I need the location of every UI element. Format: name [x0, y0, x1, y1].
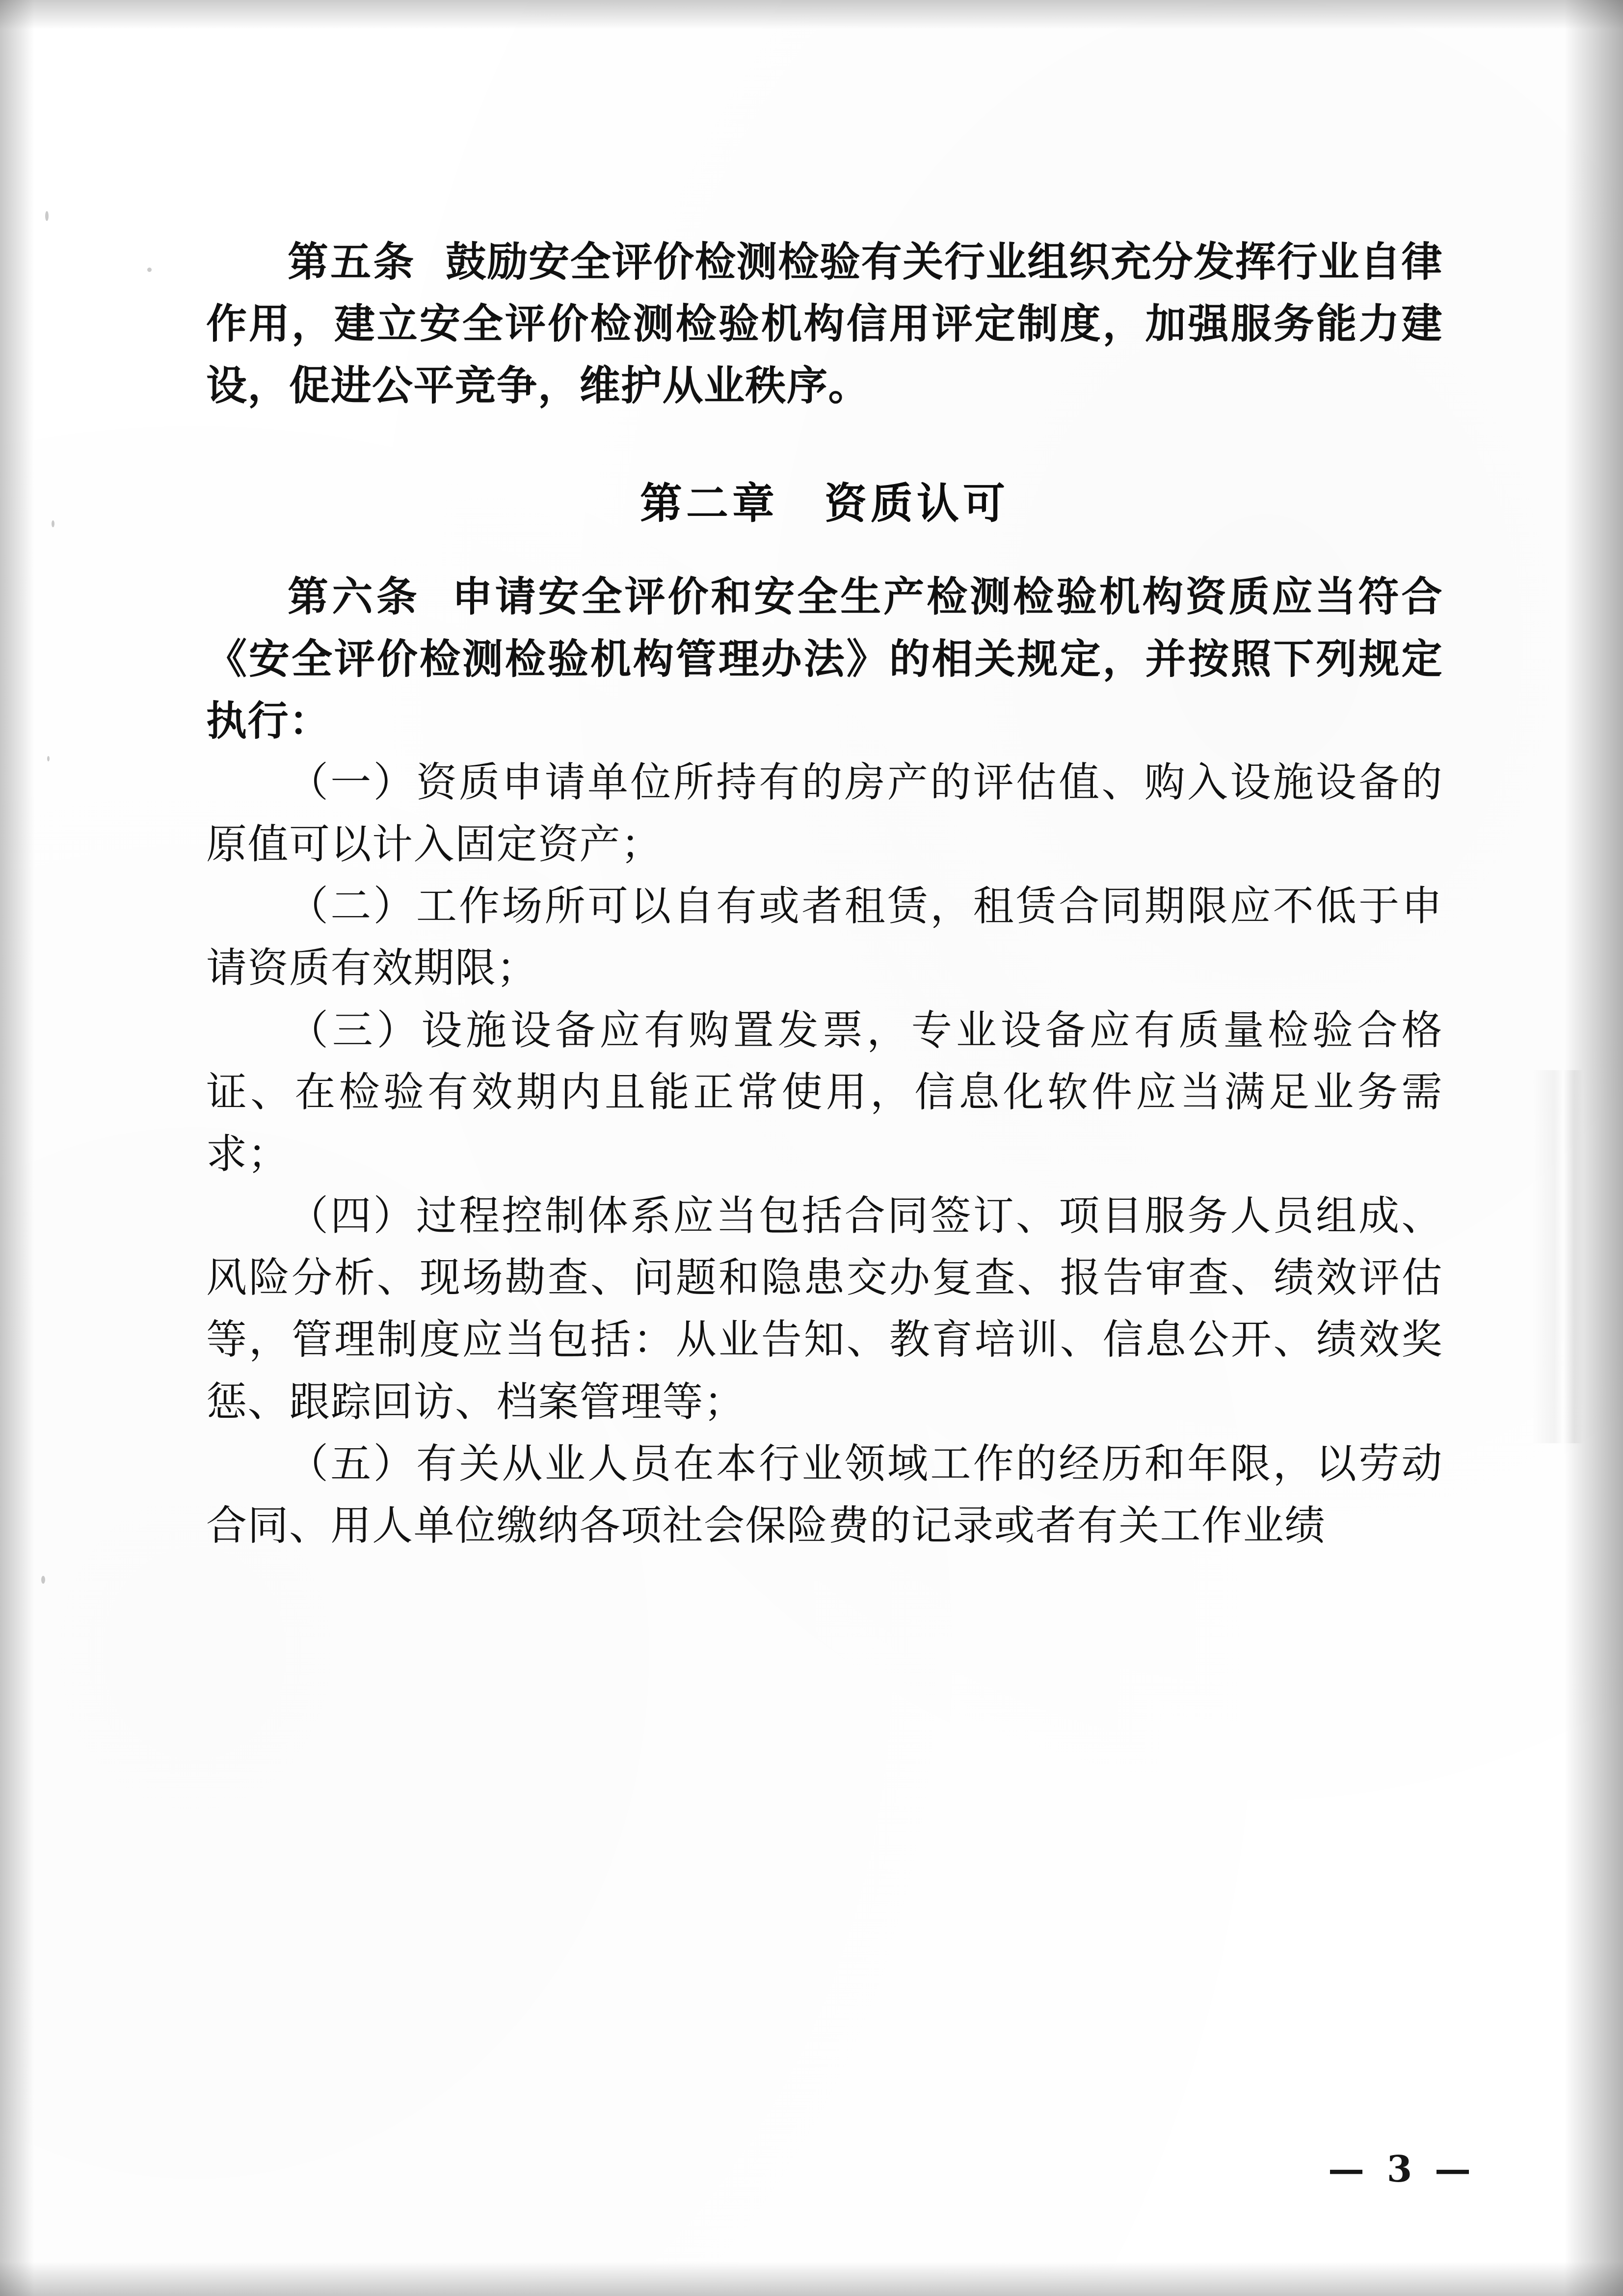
paragraph-item-4: （四）过程控制体系应当包括合同签订、项目服务人员组成、风险分析、现场勘查、问题和隐患交办复查、报告审查、绩效评估等，管理制度应当包括：从业告知、教育培训、信息公开、绩效奖惩、跟踪回访、档案管理等；	[206, 1192, 1443, 1426]
document-body	[206, 231, 1443, 1557]
article-5-label: 第五条	[288, 238, 416, 286]
scan-edge-right	[1564, 0, 1623, 2296]
article-6-label: 第六条	[288, 572, 421, 621]
paper-speck	[147, 268, 152, 272]
scan-edge-bottom	[0, 2262, 1623, 2296]
paper-speck	[41, 1576, 45, 1584]
chapter-heading: 第二章 资质认可	[640, 479, 1009, 529]
page-number: — 3 —	[1328, 2148, 1476, 2190]
paper-speck	[45, 211, 49, 221]
page-curl-shadow	[1532, 1070, 1596, 1443]
article-6-text: 申请安全评价和安全生产检测检验机构资质应当符合《安全评价检测检验机构管理办法》的相关规定，并按照下列规定执行：	[206, 572, 1443, 745]
paragraph-article-5	[206, 231, 1443, 416]
scan-edge-left	[0, 0, 34, 2296]
paragraph-item-2: （二）工作场所可以自有或者租赁，租赁合同期限应不低于申请资质有效期限；	[206, 882, 1443, 992]
paper-speck	[47, 756, 50, 761]
article-5-text: 鼓励安全评价检测检验有关行业组织充分发挥行业自律作用，建立安全评价检测检验机构信用评定制度，加强服务能力建设，促进公平竞争，维护从业秩序。	[206, 238, 1443, 410]
paper-speck	[52, 520, 54, 527]
paragraph-item-1: （一）资质申请单位所持有的房产的评估值、购入设施设备的原值可以计入固定资产；	[206, 758, 1443, 868]
scan-edge-top	[0, 0, 1623, 29]
paragraph-item-5: （五）有关从业人员在本行业领域工作的经历和年限，以劳动合同、用人单位缴纳各项社会保险费的记录或者有关工作业绩	[206, 1439, 1443, 1549]
paragraph-item-3: （三）设施设备应有购置发票，专业设备应有质量检验合格证、在检验有效期内且能正常使用，信息化软件应当满足业务需求；	[206, 1006, 1443, 1178]
paragraph-article-6	[206, 566, 1443, 751]
